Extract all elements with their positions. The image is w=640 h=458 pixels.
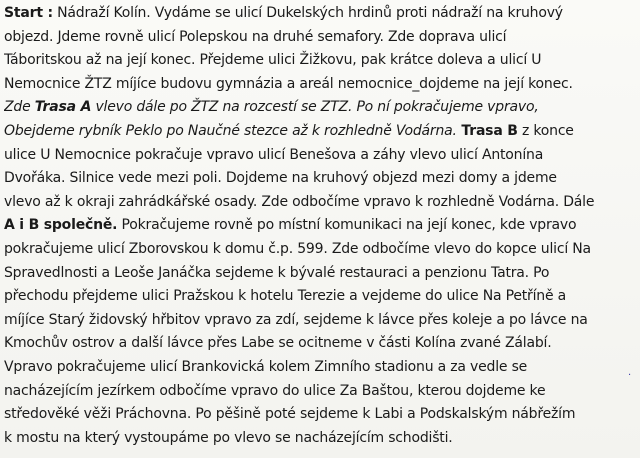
text-line: [4, 144, 636, 168]
text-line: [4, 332, 636, 356]
text-line: [4, 191, 636, 215]
text-segment: středověké věži Práchovna. Po pěšině poté sejdeme k Labi a Podskalským nábřežím: [4, 406, 576, 423]
text-line: [4, 120, 636, 144]
text-segment: Trasa B: [456, 122, 518, 139]
text-segment: k mostu na který vystoupáme po vlevo se nacházejícím schodišti.: [4, 429, 453, 446]
text-segment: nacházejícím jezírkem odbočíme vpravo do ulice Za Baštou, kterou dojdeme ke: [4, 382, 546, 399]
text-segment: Táboritskou až na její konec. Přejdeme ulici Žižkovu, pak krátce doleva a ulicí U: [4, 52, 542, 69]
text-line: [4, 403, 636, 427]
text-line: [4, 214, 636, 238]
text-segment: pokračujeme ulicí Zborovskou k domu č.p. 599. Zde odbočíme vlevo do kopce ulicí Na: [4, 240, 591, 257]
text-segment: Kmochův ostrov a další lávce přes Labe se ocitneme v části Kolína zvané Zálabí.: [4, 335, 552, 352]
text-segment: Dvořáka. Silnice vede mezi poli. Dojdeme na kruhový objezd mezi domy a jdeme: [4, 170, 557, 187]
text-line: [4, 73, 636, 97]
text-line: [4, 309, 636, 333]
text-segment: objezd. Jdeme rovně ulicí Polepskou na druhé semafory. Zde doprava ulicí: [4, 28, 507, 45]
text-line: [4, 356, 636, 380]
text-segment: Nemocnice ŽTZ míjíce budovu gymnázia a areál nemocnice_dojdeme na její konec.: [4, 75, 573, 92]
text-line: [4, 167, 636, 191]
text-segment: míjíce Starý židovský hřbitov vpravo za zdí, sejdeme k lávce přes koleje a po lávce na: [4, 311, 588, 328]
route-description-text: [4, 2, 636, 450]
text-segment: z konce: [517, 122, 574, 139]
text-segment: Obejdeme rybník Peklo po Naučné stezce až k rozhledně Vodárna.: [4, 122, 457, 139]
pen-mark: ·: [628, 370, 632, 381]
text-segment: vlevo dále po ŽTZ na rozcestí se ZTZ. Po ní pokračujeme vpravo,: [91, 99, 539, 116]
text-segment: Pokračujeme rovně po místní komunikaci na její konec, kde vpravo: [117, 217, 577, 234]
text-segment: Trasa A: [34, 99, 92, 116]
text-line: [4, 285, 636, 309]
text-line: [4, 26, 636, 50]
text-line: [4, 262, 636, 286]
text-segment: Vpravo pokračujeme ulicí Brankovická kolem Zimního stadionu a za vedle se: [4, 358, 528, 375]
text-line: [4, 380, 636, 404]
text-segment: přechodu přejdeme ulici Pražskou k hotelu Terezie a vejdeme do ulice Na Petříně a: [4, 288, 566, 305]
text-line: [4, 96, 636, 120]
text-segment: ulice U Nemocnice pokračuje vpravo ulicí Benešova a záhy vlevo ulicí Antonína: [4, 146, 544, 163]
text-line: [4, 427, 636, 451]
text-line: [4, 49, 636, 73]
text-segment: Zde: [4, 99, 35, 116]
text-segment: Start :: [4, 5, 53, 21]
text-segment: Spravedlnosti a Leoše Janáčka sejdeme k bývalé restauraci a penzionu Tatra. Po: [4, 264, 550, 281]
text-segment: A i B společně.: [4, 217, 118, 234]
text-segment: vlevo až k okraji zahrádkářské osady. Zde odbočíme vpravo k rozhledně Vodárna. Dále: [4, 193, 595, 210]
text-segment: Nádraží Kolín. Vydáme se ulicí Dukelských hrdinů proti nádraží na kruhový: [52, 5, 563, 21]
text-line: [4, 238, 636, 262]
text-line: [4, 2, 636, 26]
